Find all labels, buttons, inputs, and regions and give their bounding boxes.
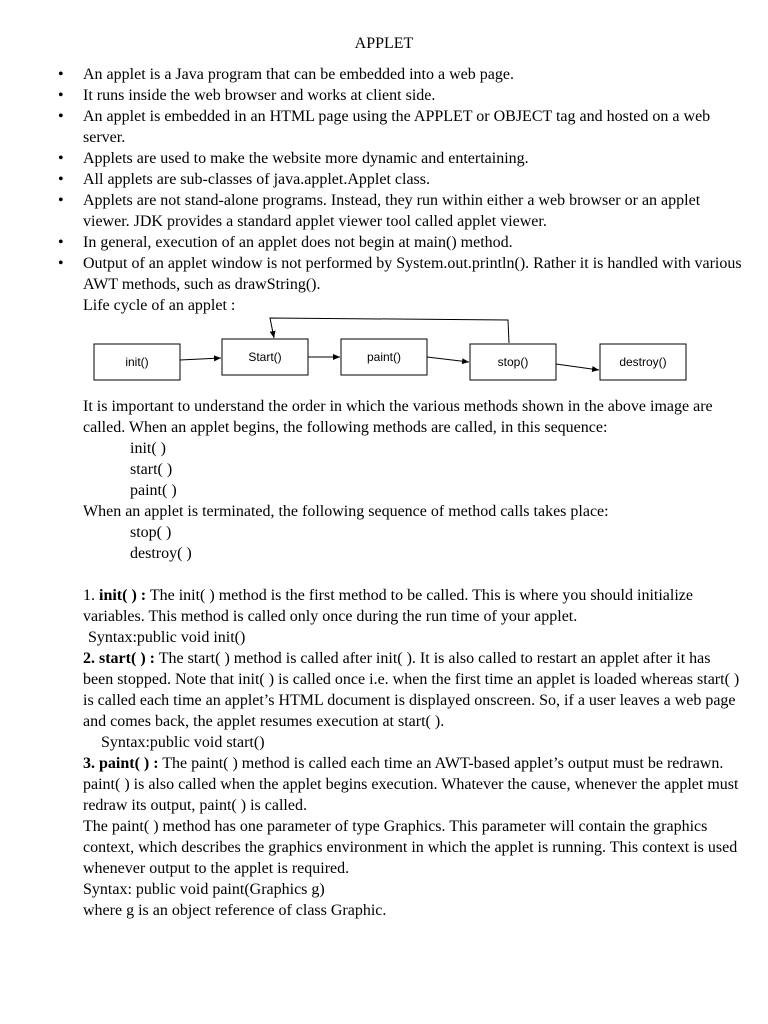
arrow-init-start bbox=[180, 358, 221, 360]
arrow-stop-destroy bbox=[556, 364, 599, 370]
section-start-heading: 2. start( ) : bbox=[83, 650, 155, 667]
spacer bbox=[83, 564, 743, 585]
section-start bbox=[83, 648, 743, 732]
terminate-sequence-item: stop( ) bbox=[130, 524, 172, 541]
bullet-item: • In general, execution of an applet does not begin at main() method. bbox=[83, 232, 743, 253]
order-intro: It is important to understand the order in which the various methods shown in the above image are called. When an applet begins, the following methods are called, in this sequence: bbox=[83, 398, 713, 436]
label-destroy: destroy() bbox=[619, 355, 667, 369]
section-init-heading: init( ) : bbox=[99, 587, 147, 604]
section-paint-text: The paint( ) method is called each time an AWT-based applet’s output must be redrawn. paint( ) is also called when the applet begins execution. Whatever the cause, whenever the applet must redraw its output, paint( ) is called. bbox=[83, 755, 739, 814]
begin-sequence-item: init( ) bbox=[130, 440, 166, 457]
section-start-text: The start( ) method is called after init( ). It is also called to restart an applet after it has been stopped. Note that init( ) is called once i.e. when the first time an applet is loaded whereas start( ) is called each time an applet’s HTML document is displayed onscreen. So, if a user leaves a web page and comes back, the applet resumes execution at start( ). bbox=[83, 650, 740, 730]
begin-sequence-item: start( ) bbox=[130, 461, 173, 478]
section-paint-param: The paint( ) method has one parameter of type Graphics. This parameter will contain the graphics context, which describes the graphics environment in which the applet is running. This context is used whenever output to the applet is required. bbox=[83, 818, 738, 877]
bullet-item: • Applets are used to make the website more dynamic and entertaining. bbox=[83, 148, 743, 169]
section-start-syntax: Syntax:public void start() bbox=[101, 734, 265, 751]
section-init bbox=[83, 585, 743, 627]
section-paint bbox=[83, 753, 743, 816]
begin-sequence-item: paint( ) bbox=[130, 482, 177, 499]
lifecycle-diagram-svg bbox=[0, 316, 768, 396]
bullet-item: • All applets are sub-classes of java.applet.Applet class. bbox=[83, 169, 743, 190]
lifecycle-heading: Life cycle of an applet : bbox=[83, 297, 236, 314]
label-stop: stop() bbox=[497, 355, 529, 369]
label-init: init() bbox=[125, 355, 149, 369]
section-paint-where: where g is an object reference of class Graphic. bbox=[83, 902, 387, 919]
label-start: Start() bbox=[248, 350, 282, 364]
bullet-item: • An applet is embedded in an HTML page using the APPLET or OBJECT tag and hosted on a web server. bbox=[83, 106, 743, 148]
section-init-text: The init( ) method is the first method to be called. This is where you should initialize variables. This method is called only once during the run time of your applet. bbox=[83, 587, 693, 625]
label-paint: paint() bbox=[366, 350, 402, 364]
bullet-item: • Applets are not stand-alone programs. Instead, they run within either a web browser or an applet viewer. JDK provides a standard applet viewer tool called applet viewer. bbox=[83, 190, 743, 232]
bullet-item: • It runs inside the web browser and works at client side. bbox=[83, 85, 743, 106]
lifecycle-diagram bbox=[83, 316, 743, 396]
section-paint-heading: 3. paint( ) : bbox=[83, 755, 159, 772]
document-body bbox=[83, 64, 743, 921]
bullet-item: • An applet is a Java program that can be embedded into a web page. bbox=[83, 64, 743, 85]
bullet-item: • Output of an applet window is not performed by System.out.println(). Rather it is handled with various AWT methods, such as drawString(). bbox=[83, 253, 743, 295]
bullet-list bbox=[83, 64, 743, 295]
arrow-paint-stop bbox=[427, 357, 469, 362]
page-title: APPLET bbox=[354, 35, 414, 52]
section-init-number: 1. bbox=[83, 587, 95, 604]
section-init-syntax: Syntax:public void init() bbox=[88, 629, 246, 646]
section-paint-syntax: Syntax: public void paint(Graphics g) bbox=[83, 881, 325, 898]
terminate-sequence-item: destroy( ) bbox=[130, 545, 192, 562]
terminate-intro: When an applet is terminated, the following sequence of method calls takes place: bbox=[83, 503, 609, 520]
